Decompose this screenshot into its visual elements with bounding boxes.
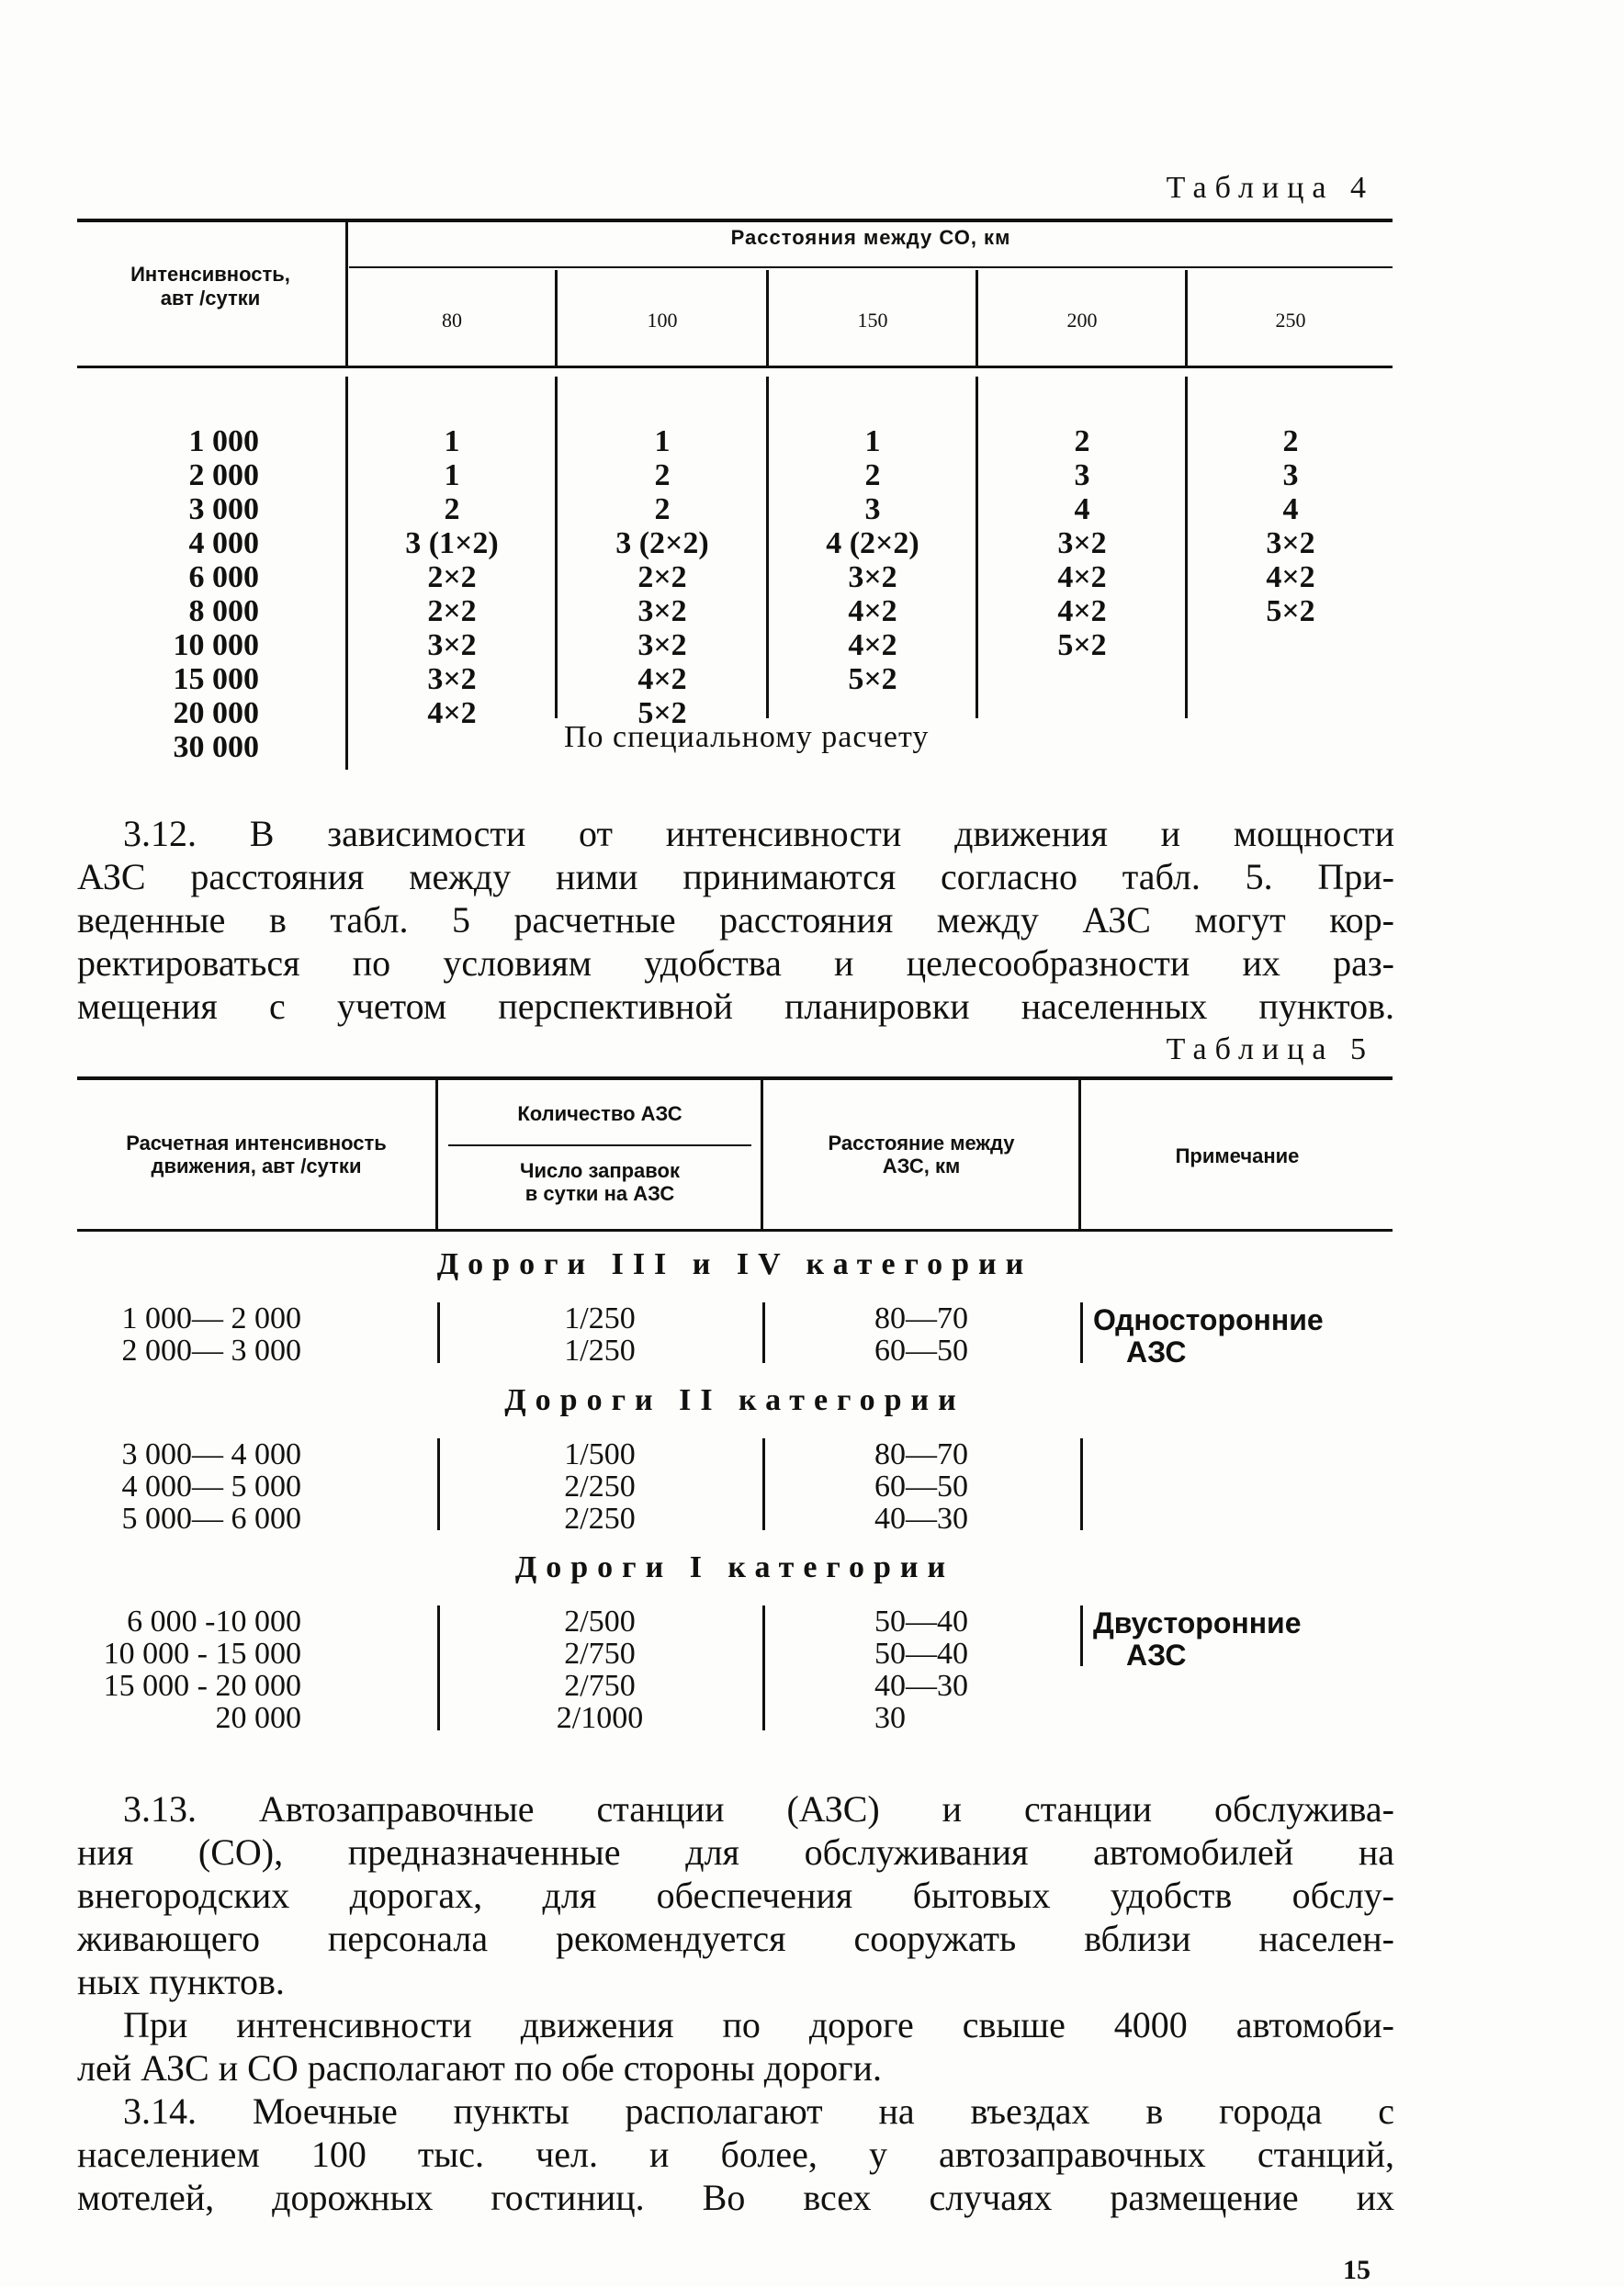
text-line: мотелей, дорожных гостиниц. Во всех случаях размещение их (77, 2177, 1394, 2218)
table-row-count: 1/500 2/250 2/250 (564, 1437, 636, 1536)
table5-caption: Таблица 5 (1166, 1032, 1374, 1066)
table-cell: 3×2 (1266, 526, 1315, 560)
table-cell: 1 (444, 424, 460, 458)
table4-column-200 (979, 424, 1185, 662)
table-row-intensity: 3 000— 4 000 4 000— 5 000 5 000— 6 000 (121, 1437, 301, 1536)
text-line: ния (СО), предназначенные для обслуживания автомобилей на (77, 1831, 1394, 1873)
table-cell: 3×2 (427, 628, 477, 662)
text-line: ректироваться по условиям удобства и целесообразности их раз- (77, 942, 1394, 984)
section-title: Дороги I категории (514, 1550, 955, 1584)
table4-col-header: 250 (1275, 309, 1306, 332)
table-cell: 5×2 (848, 662, 897, 696)
table-cell: 3 000 (188, 492, 259, 526)
table-cell: 5×2 (1266, 594, 1315, 628)
text-line: ных пунктов. (77, 1961, 285, 2002)
table-cell: 3×2 (848, 560, 897, 594)
table-cell: 2 (864, 458, 881, 492)
table-row-distance: 80—70 60—50 (874, 1301, 968, 1368)
table-cell: 4×2 (1266, 560, 1315, 594)
text-line: 3.14. Моечные пункты располагают на въездах в города с (123, 2090, 1394, 2132)
table-cell: 15 000 (173, 662, 259, 696)
table-cell: 4×2 (1057, 594, 1107, 628)
table4-column-80 (349, 424, 555, 730)
text-line: мещения с учетом перспективной планировки населенных пунктов. (77, 986, 1394, 1027)
table4-top-rule (77, 219, 1393, 222)
table-cell: 1 (654, 424, 671, 458)
text-line: АЗС расстояния между ними принимаются согласно табл. 5. При- (77, 856, 1394, 897)
table5-head-distance: Расстояние между АЗС, км (828, 1132, 1015, 1177)
table-row-intensity: 1 000— 2 000 2 000— 3 000 (121, 1301, 301, 1368)
table-cell: 6 000 (188, 560, 259, 594)
table-row-note: Односторонние АЗС (1093, 1303, 1324, 1369)
text-line: живающего персонала рекомендуется сооружать вблизи населен- (77, 1918, 1394, 1959)
table-cell: 3 (1×2) (405, 526, 499, 560)
paragraph-3-12 (77, 812, 1394, 1028)
table-cell: 4×2 (848, 628, 897, 662)
table-cell: 2×2 (427, 560, 477, 594)
table-cell: 3 (1282, 458, 1299, 492)
table4-col-header: 80 (442, 309, 462, 332)
table-cell: 1 (864, 424, 881, 458)
table-cell: 4 (2×2) (826, 526, 919, 560)
table-cell: 4×2 (848, 594, 897, 628)
table-cell: 4 000 (188, 526, 259, 560)
table-cell: 2×2 (427, 594, 477, 628)
table4-header-rule (77, 366, 1393, 368)
table-cell: 4 (1282, 492, 1299, 526)
table-cell: 1 (444, 458, 460, 492)
table4-head-intensity: Интенсивность, авт /сутки (130, 263, 290, 310)
page-number: 15 (1343, 2255, 1370, 2285)
table-cell: 30 000 (173, 730, 259, 764)
paragraph-3-14 (77, 2090, 1394, 2219)
table-cell: 2×2 (637, 560, 687, 594)
table-cell: 4×2 (1057, 560, 1107, 594)
table-row-distance: 50—40 50—40 40—30 30 (874, 1605, 968, 1735)
section-title: Дороги III и IV категории (436, 1247, 1033, 1281)
table4-column-100 (558, 424, 766, 730)
table-cell: 4×2 (427, 696, 477, 730)
table-cell: 3×2 (637, 628, 687, 662)
table-row-distance: 80—70 60—50 40—30 (874, 1437, 968, 1536)
text-line: 3.13. Автозаправочные станции (АЗС) и станции обслужива- (123, 1788, 1394, 1830)
text-line: веденные в табл. 5 расчетные расстояния между АЗС могут кор- (77, 899, 1394, 941)
text-line: внегородских дорогах, для обеспечения бытовых удобств обслу- (77, 1875, 1394, 1916)
table-cell: 3 (2×2) (615, 526, 709, 560)
table4-column-250 (1189, 424, 1393, 628)
text-line: населением 100 тыс. чел. и более, у автозаправочных станций, (77, 2134, 1394, 2175)
table4-col-header: 150 (857, 309, 888, 332)
paragraph-3-13 (77, 1787, 1394, 2090)
table5-header-rule (77, 1229, 1393, 1232)
table-cell: 8 000 (188, 594, 259, 628)
table-cell: 3 (864, 492, 881, 526)
table-cell: 2 000 (188, 458, 259, 492)
table4-special-note: По специальному расчету (564, 720, 930, 754)
table-cell: 1 000 (188, 424, 259, 458)
table-cell: 5×2 (637, 696, 687, 730)
table-cell: 2 (654, 458, 671, 492)
table-cell: 3×2 (1057, 526, 1107, 560)
text-line: 3.12. В зависимости от интенсивности движения и мощности (123, 813, 1394, 854)
table4-caption: Таблица 4 (1166, 171, 1374, 205)
table-cell: 20 000 (173, 696, 259, 730)
table-row-note: Двусторонние АЗС (1093, 1606, 1302, 1672)
table5-head-count-sub: Число заправок в сутки на АЗС (520, 1159, 680, 1205)
table-cell: 3×2 (427, 662, 477, 696)
table5-top-rule (77, 1076, 1393, 1080)
table-cell: 5×2 (1057, 628, 1107, 662)
table-cell: 3×2 (637, 594, 687, 628)
table-row-count: 1/250 1/250 (564, 1301, 636, 1368)
table-cell: 4 (1074, 492, 1090, 526)
table5-head-intensity: Расчетная интенсивность движения, авт /сутки (126, 1132, 387, 1177)
table4-col-header: 200 (1066, 309, 1098, 332)
text-line: При интенсивности движения по дороге свыше 4000 автомоби- (123, 2004, 1394, 2045)
table-cell: 2 (654, 492, 671, 526)
text-line: лей АЗС и СО располагают по обе стороны дороги. (77, 2047, 882, 2089)
table5-head-note: Примечание (1175, 1144, 1300, 1167)
table4-column-150 (770, 424, 976, 696)
section-title: Дороги II категории (504, 1383, 965, 1417)
table-cell: 10 000 (173, 628, 259, 662)
table-cell: 4×2 (637, 662, 687, 696)
table-cell: 2 (1282, 424, 1299, 458)
table-cell: 3 (1074, 458, 1090, 492)
table4-col-header: 100 (647, 309, 678, 332)
table5-head-count: Количество АЗС (517, 1102, 682, 1125)
table-row-intensity: 6 000 -10 000 10 000 - 15 000 15 000 - 20 000 20 000 (103, 1605, 301, 1735)
table-row-count: 2/500 2/750 2/750 2/1000 (556, 1605, 644, 1735)
table4-head-distances: Расстояния между СО, км (730, 226, 1011, 249)
table-cell: 2 (444, 492, 460, 526)
table4-intensity-column (77, 424, 259, 764)
table-cell: 2 (1074, 424, 1090, 458)
